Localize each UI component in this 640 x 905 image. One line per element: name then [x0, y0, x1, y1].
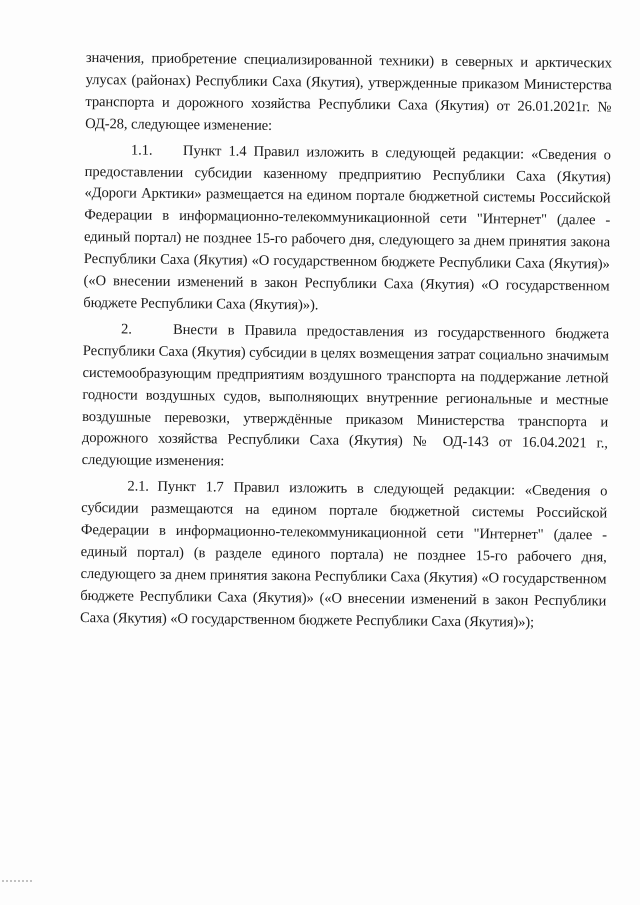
- item-1-1: [83, 140, 611, 321]
- item-2: [82, 319, 610, 478]
- item-text: Пункт 1.7 Правил изложить в следующей редакции: «Сведения о субсидии размещаются на едином портале бюджетной системы Российской Федерации в информационно-телекоммуникационной сети "Интернет" (далее - единый портал) (в разделе единого портала) не позднее 15-го рабочего дня, следующего за днем принятия закона Республики Саха (Якутия) «О государственном бюджете Республики Саха (Якутия)» («О внесении изменений в закон Республики Саха (Якутия) «О государственном бюджете Республики Саха (Якутия)»);: [79, 478, 608, 631]
- item-number: 2.1.: [127, 478, 149, 495]
- paragraph-continuation: значения, приобретение специализированной техники) в северных и арктических улусах (районах) Республики Саха (Якутия), утвержденные приказом Министерства транспорта и дорожного хозяйства Республики Саха (Якутия) от 26.01.2021г. № ОД-28, следующее изменение:: [85, 49, 612, 134]
- item-text: Внести в Правила предоставления из государственного бюджета Республики Саха (Якутия) субсидии в целях возмещения затрат социально значимым системообразующим предприятиям воздушного транспорта на поддержание летной годности воздушных судов, выполняющих внутренние региональные и местные воздушные перевозки, утверждённые приказом Министерства транспорта и дорожного хозяйства Республики Саха (Якутия) № ОД-143 от 16.04.2021 г., следующие изменения:: [81, 321, 610, 470]
- item-number: 1.1.: [130, 142, 153, 159]
- scan-artifact: [2, 880, 32, 882]
- item-2-1: [80, 476, 608, 635]
- document-body: [80, 48, 612, 639]
- item-number: 2.: [120, 321, 132, 338]
- item-text: Пункт 1.4 Правил изложить в следующей редакции: «Сведения о предоставлении субсидии казенному предприятию Республики Саха (Якутия) «Дороги Арктики» размещается на едином портале бюджетной системы Российской Федерации в информационно-телекоммуникационной сети "Интернет" (далее - единый портал) не позднее 15-го рабочего дня, следующего за днем принятия закона Республики Саха (Якутия) «О государственном бюджете Республики Саха (Якутия)» («О внесении изменений в закон Республики Саха (Якутия) «О государственном бюджете Республики Саха (Якутия)»).: [83, 142, 611, 314]
